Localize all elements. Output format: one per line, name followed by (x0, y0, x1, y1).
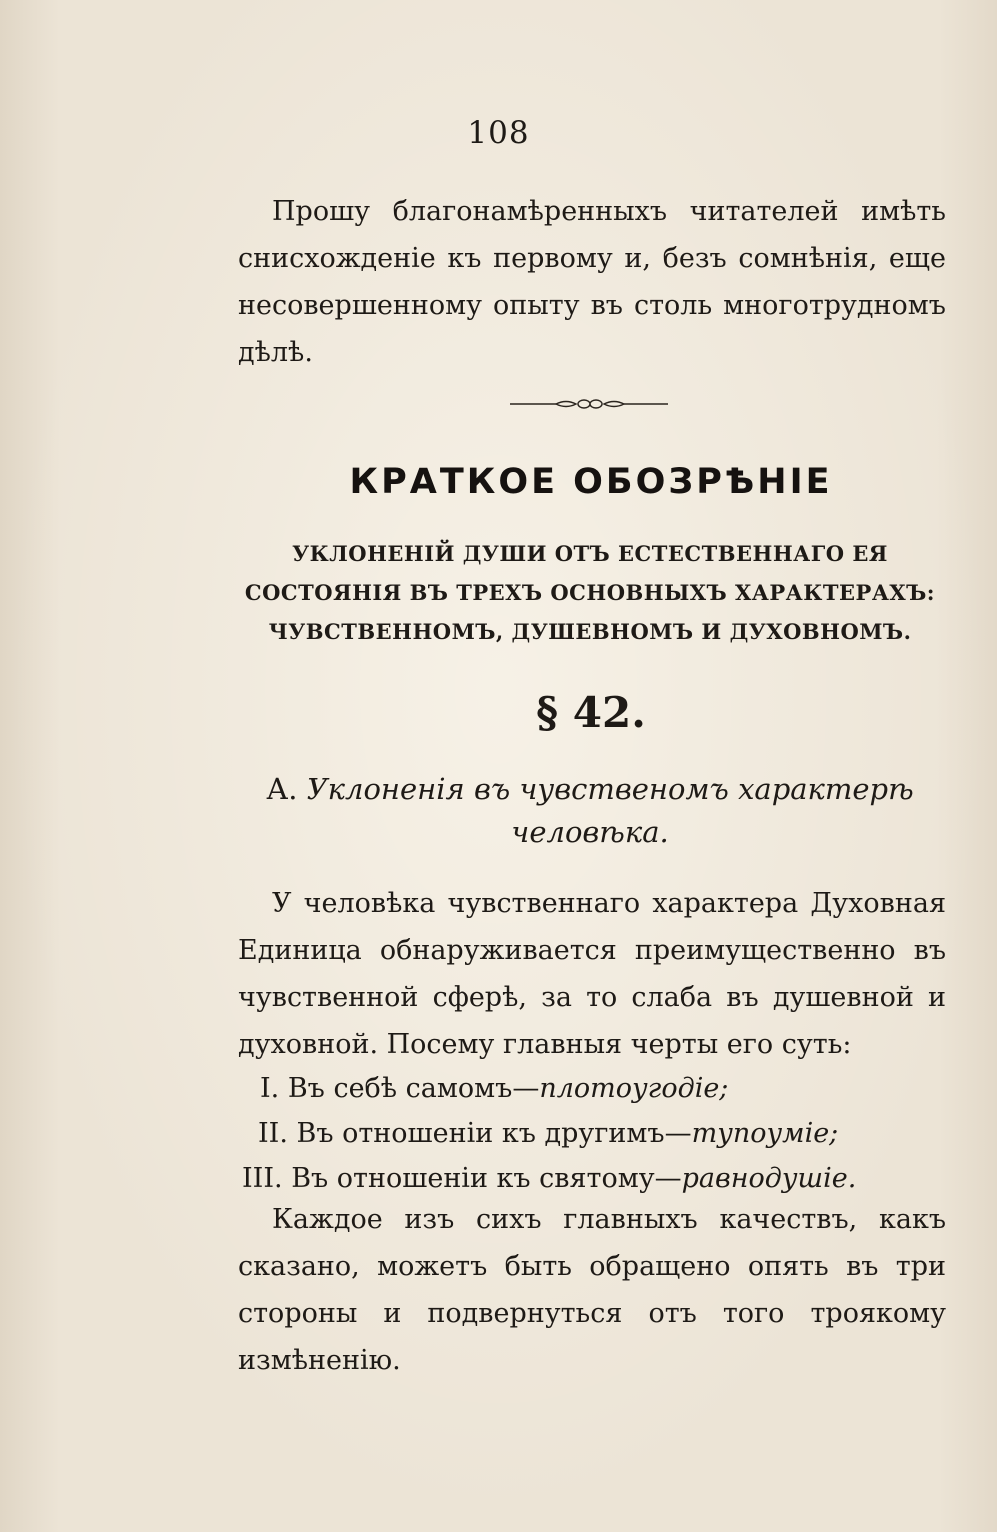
intro-paragraph-text: Прошу благонамѣренныхъ читателей имѣть снисхожденіе къ первому и, безъ сомнѣнія, еще несовершенному опыту въ столь многотрудномъ дѣлѣ. (238, 196, 946, 368)
main-heading: КРАТКОЕ ОБОЗРѢНІЕ (349, 462, 833, 502)
trait-term: плотоугодіе; (539, 1073, 729, 1104)
trait-term: тупоумie; (691, 1118, 839, 1149)
trait-number: II. (258, 1118, 288, 1149)
intro-paragraph (238, 188, 946, 376)
paragraph-3 (238, 1196, 946, 1384)
trait-text: Въ себѣ самомъ— (287, 1073, 540, 1104)
section-title (250, 768, 930, 854)
section-number: § 42. (536, 688, 646, 737)
ornament-divider-icon (510, 396, 668, 412)
trait-row (238, 1111, 946, 1156)
subheading: УКЛОНЕНІЙ ДУШИ ОТЪ ЕСТЕСТВЕННАГО ЕЯ СОСТОЯНІЯ ВЪ ТРЕХЪ ОСНОВНЫХЪ ХАРАКТЕРАХЪ: ЧУВСТВЕННОМЪ, ДУШЕВНОМЪ И ДУХОВНОМЪ. (244, 541, 936, 644)
trait-row (238, 1066, 946, 1111)
page-number: 108 (467, 115, 530, 151)
trait-text: Въ отношеніи къ святому— (291, 1163, 682, 1194)
section-title-text: Уклоненія въ чувственомъ характерѣ человѣка. (306, 772, 914, 849)
paragraph-2-text: У человѣка чувственнаго характера Духовная Единица обнаруживается преимущественно въ чувственной сферѣ, за то слаба въ душевной и духовной. Посему главныя черты его суть: (238, 888, 946, 1060)
trait-number: I. (260, 1073, 280, 1104)
trait-number: III. (242, 1163, 283, 1194)
section-label: А. (266, 772, 298, 806)
trait-row (238, 1156, 946, 1201)
trait-text: Въ отношеніи къ другимъ— (296, 1118, 692, 1149)
paragraph-3-text: Каждое изъ сихъ главныхъ качествъ, какъ сказано, можетъ быть обращено опять въ три стороны и подвернуться отъ того троякому измѣненію. (238, 1204, 946, 1376)
paragraph-2 (238, 880, 946, 1068)
trait-term: равнодушіе. (681, 1163, 857, 1194)
traits-list (238, 1066, 946, 1201)
